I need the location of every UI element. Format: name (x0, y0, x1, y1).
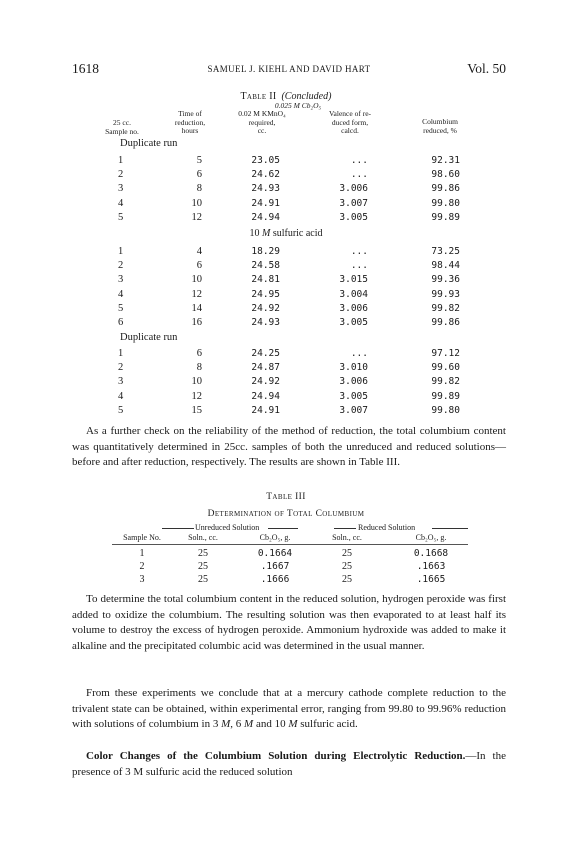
th-reduced: Columbium reduced, % (422, 117, 458, 135)
table-cell: 99.86 (431, 183, 460, 195)
paragraph4-text: —In the presence of 3 M sulfuric acid the reduced solution (72, 750, 506, 778)
th-valence: Valence of re- duced form, calcd. (328, 109, 372, 135)
table-cell: 3.006 (339, 183, 368, 195)
table-cell: ... (350, 260, 368, 272)
table-cell: 14 (191, 302, 202, 314)
table-cell: 8 (196, 183, 202, 195)
table-cell: 99.60 (431, 362, 460, 374)
table-row (0, 317, 572, 330)
table-cell: 25 (198, 561, 208, 572)
table2-section3-title: Duplicate run (120, 332, 178, 343)
table-cell: 12 (191, 390, 202, 402)
table-cell: 99.89 (431, 211, 460, 223)
table-cell: 3.004 (339, 288, 368, 300)
table-cell: 3 (139, 574, 145, 585)
paragraph-conclusion (72, 686, 506, 733)
table-cell: 2 (139, 561, 145, 572)
table-cell: 24.58 (251, 260, 280, 272)
table-cell: 4 (118, 288, 124, 300)
t3-th-soln-unreduced: Soln., cc. (188, 533, 218, 542)
table-row (0, 246, 572, 259)
table-cell: 3.015 (339, 274, 368, 286)
table-cell: 4 (118, 197, 124, 209)
table-cell: 2 (118, 169, 124, 181)
table-cell: 4 (118, 390, 124, 402)
table3-title: Determination of Total Columbium (207, 509, 365, 519)
table-cell: 1 (118, 246, 124, 257)
group-line-left-a (162, 528, 194, 529)
table-cell: 25 (198, 574, 208, 585)
table-cell: 24.93 (251, 317, 280, 328)
table-cell: 1 (118, 155, 124, 166)
table-cell: 24.62 (251, 169, 280, 181)
table-cell: 2 (118, 362, 124, 374)
table-cell: 25 (342, 574, 352, 585)
table-cell: 3.010 (339, 362, 368, 374)
paragraph-reliability-check: As a further check on the reliability of the method of reduction, the total columbium content was quantitatively determined in 25cc. samples of both the unreduced and reduced solutions—before and after reduction, respectively. The results are shown in Table III. (72, 425, 506, 469)
table-cell: 18.29 (251, 246, 280, 257)
table-cell: ... (350, 169, 368, 181)
table-cell: 5 (118, 404, 124, 416)
table-cell: 3 (118, 183, 124, 195)
table-cell: 6 (196, 348, 202, 359)
table-cell: 3.005 (339, 390, 368, 402)
table-cell: 3 (118, 376, 124, 388)
table-row (0, 303, 572, 316)
table-cell: 24.87 (251, 362, 280, 374)
table-cell: 10 (191, 274, 202, 286)
table-row (0, 376, 572, 389)
table-cell: 0.1664 (257, 548, 293, 559)
t3-th-cb-unreduced: Cb₂O₅, g. (259, 533, 291, 542)
th-time: Time of reduction, hours (174, 109, 206, 135)
table-cell: 99.82 (431, 376, 460, 388)
table2-concentration-label: 0.025 M Cb₂O₅ (274, 101, 322, 110)
table-cell: 25 (342, 548, 352, 559)
table-cell: 24.94 (251, 211, 280, 223)
table-cell: 99.93 (431, 288, 460, 300)
table-cell: 92.31 (431, 155, 460, 166)
paragraph-determination-method: To determine the total columbium content in the reduced solution, hydrogen peroxide was first added to oxidize the columbium. The resulting solution was then evaporated to at least half its volume to destroy the excess of hydrogen peroxide. Ammonium hydroxide was added to make it alkaline and the precipitated columbic acid was determined in the usual manner. (72, 593, 506, 652)
table-cell: 6 (196, 260, 202, 272)
table-cell: 3.007 (339, 197, 368, 209)
table-cell: 1 (139, 548, 145, 559)
table-cell: ... (350, 155, 368, 166)
table-cell: 3.006 (339, 302, 368, 314)
table-row (0, 362, 572, 375)
table-cell: 0.1668 (413, 548, 449, 559)
table-row (0, 212, 572, 225)
table-row (0, 274, 572, 287)
table-cell: 5 (118, 302, 124, 314)
section-heading-color-changes: Color Changes of the Columbium Solution during Electrolytic Reduction. (86, 750, 466, 762)
table-cell: 4 (196, 246, 202, 257)
th-kmno4: 0.02 M KMnO₄ required, cc. (238, 109, 286, 135)
table-cell: 24.81 (251, 274, 280, 286)
table-cell: 3 (118, 274, 124, 286)
paragraph-color-changes (72, 749, 506, 780)
table-cell: 99.80 (431, 197, 460, 209)
table-cell: 12 (191, 288, 202, 300)
group-line-right-b (432, 528, 468, 529)
group-line-left-b (268, 528, 298, 529)
table-cell: 8 (196, 362, 202, 374)
group-header-reduced: Reduced Solution (358, 523, 416, 532)
table-cell: 99.80 (431, 404, 460, 416)
table-cell: 10 (191, 197, 202, 209)
table-cell: 24.92 (251, 302, 280, 314)
table-cell: 24.94 (251, 390, 280, 402)
table-cell: 3.005 (339, 317, 368, 328)
table-cell: 6 (118, 317, 124, 328)
table2-concluded: (Concluded) (281, 91, 332, 102)
table-cell: 5 (196, 155, 202, 166)
table2-section2-title: 10 M sulfuric acid (249, 228, 323, 239)
table2-section1-title: Duplicate run (120, 138, 178, 149)
table-cell: 98.60 (431, 169, 460, 181)
table-cell: .1665 (416, 574, 446, 585)
table-row (0, 405, 572, 418)
table3-header-rule (112, 544, 468, 545)
table-cell: 25 (342, 561, 352, 572)
table-cell: 1 (118, 348, 124, 359)
t3-th-cb-reduced: Cb₂O₅, g. (415, 533, 447, 542)
volume-number: Vol. 50 (467, 61, 506, 76)
table-row (0, 155, 572, 168)
table-cell: 3.006 (339, 376, 368, 388)
running-head-authors: SAMUEL J. KIEHL AND DAVID HART (207, 64, 371, 74)
group-line-right-a (334, 528, 356, 529)
table-cell: 25 (198, 548, 208, 559)
paragraph3-text: From these experiments we conclude that at a mercury cathode complete reduction to the trivalent state can be obtained, within experimental error, ranging from 99.80 to 99.96% reduction with solutions of columbium in 3 M, 6 M and 10 M sulfuric acid. (72, 687, 506, 731)
th-sample: 25 cc. Sample no. (105, 118, 139, 136)
table-cell: 10 (191, 376, 202, 388)
running-header (72, 61, 506, 77)
page-number: 1618 (72, 61, 99, 76)
table-cell: 24.92 (251, 376, 280, 388)
table-row (0, 548, 572, 561)
table-cell: ... (350, 348, 368, 359)
table3-label: Table III (266, 492, 306, 502)
table-cell: 15 (191, 404, 202, 416)
table-row (0, 198, 572, 211)
table2-label: Table II (240, 91, 277, 102)
table-cell: 99.36 (431, 274, 460, 286)
table-cell: 2 (118, 260, 124, 272)
table-cell: 97.12 (431, 348, 460, 359)
table-cell: 99.86 (431, 317, 460, 328)
table-cell: .1663 (416, 561, 446, 572)
table-cell: .1667 (260, 561, 290, 572)
table-cell: 3.005 (339, 211, 368, 223)
table-cell: 12 (191, 211, 202, 223)
table-row (0, 260, 572, 273)
table-row (0, 289, 572, 302)
table-cell: 6 (196, 169, 202, 181)
table-cell: .1666 (260, 574, 290, 585)
table-row (0, 169, 572, 182)
table-cell: 24.91 (251, 197, 280, 209)
table-cell: 98.44 (431, 260, 460, 272)
table-cell: ... (350, 246, 368, 257)
table-cell: 24.93 (251, 183, 280, 195)
table-cell: 99.89 (431, 390, 460, 402)
table-cell: 24.95 (251, 288, 280, 300)
table-cell: 99.82 (431, 302, 460, 314)
table-row (0, 348, 572, 361)
group-header-unreduced: Unreduced Solution (195, 523, 260, 532)
table-cell: 23.05 (251, 155, 280, 166)
table-cell: 24.91 (251, 404, 280, 416)
t3-th-soln-reduced: Soln., cc. (332, 533, 362, 542)
table-cell: 3.007 (339, 404, 368, 416)
table-cell: 16 (191, 317, 202, 328)
table-cell: 24.25 (251, 348, 280, 359)
table-cell: 73.25 (431, 246, 460, 257)
table-cell: 5 (118, 211, 124, 223)
table-row (0, 391, 572, 404)
t3-th-sample: Sample No. (123, 533, 161, 542)
table-row (0, 183, 572, 196)
table-row (0, 561, 572, 574)
table-row (0, 574, 572, 587)
